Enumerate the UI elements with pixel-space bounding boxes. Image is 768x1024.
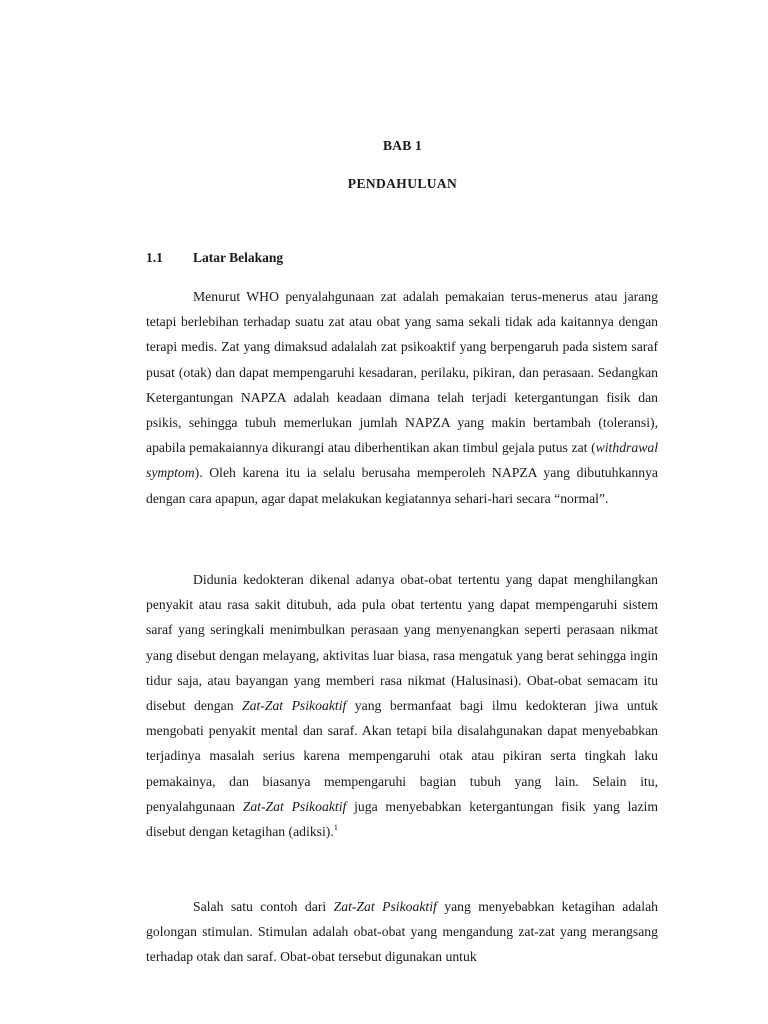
- paragraph-text: Didunia kedokteran dikenal adanya obat-obat tertentu yang dapat menghilangkan penyakit atau rasa sakit ditubuh, ada pula obat tertentu yang dapat mempengaruhi sistem saraf yang seringkali menimbulkan perasaan yang menyenangkan seperti perasaan nikmat yang disebut dengan melayang, aktivitas luar biasa, rasa mengatuk yang berat sehingga ingin tidur saja, atau bayangan yang memberi rasa nikmat (Halusinasi). Obat-obat semacam itu disebut dengan: [146, 572, 658, 714]
- section-number: 1.1: [146, 250, 163, 265]
- paragraph-text: juga menyebabkan ketergantungan fisik yang lazim disebut dengan ketagihan (adiksi).: [146, 798, 659, 840]
- chapter-number: BAB 1: [383, 138, 422, 153]
- paragraph-2: [146, 567, 658, 844]
- paragraph-text: Menurut WHO penyalahgunaan zat adalah pemakaian terus-menerus atau jarang tetapi berlebihan terhadap suatu zat atau obat yang sama sekali tidak ada kaitannya dengan terapi medis. Zat yang dimaksud adalalah zat psikoaktif yang berpengaruh pada sistem saraf pusat (otak) dan dapat mempengaruhi kesadaran, perilaku, pikiran, dan perasaan. Sedangkan Ketergantungan NAPZA adalah keadaan dimana telah terjadi ketergantungan fisik dan psikis, sehingga tubuh memerlukan jumlah NAPZA yang makin bertambah (toleransi), apabila pemakaiannya dikurangi atau diberhentikan akan timbul gejala putus zat (: [146, 289, 658, 456]
- italic-term: withdrawal symptom: [146, 440, 658, 481]
- italic-term: Zat-Zat Psikoaktif: [242, 698, 347, 714]
- italic-term: Zat-Zat Psikoaktif: [333, 899, 437, 914]
- paragraph-text: ). Oleh karena itu ia selalu berusaha memperoleh NAPZA yang dibutuhkannya dengan cara apapun, agar dapat melakukan kegiatannya sehari-hari secara “normal”.: [146, 465, 658, 506]
- section-title: Latar Belakang: [193, 250, 284, 265]
- chapter-title: PENDAHULUAN: [347, 176, 458, 191]
- paragraph-1: [146, 284, 658, 511]
- italic-term: Zat-Zat Psikoaktif: [242, 798, 347, 814]
- paragraph-text: yang bermanfaat bagi ilmu kedokteran jiwa untuk mengobati penyakit mental dan saraf. Akan tetapi bila disalahgunakan dapat menyebabkan terjadinya masalah serius karena mempengaruhi otak atau pikiran serta tingkah laku pemakainya, dan biasanya mempengaruhi bagian tubuh yang lain. Selain itu, penyalahgunaan: [146, 698, 658, 814]
- footnote-marker[interactable]: 1: [333, 822, 339, 833]
- paragraph-text: yang menyebabkan ketagihan adalah golongan stimulan. Stimulan adalah obat-obat yang mengandung zat-zat yang merangsang terhadap otak dan saraf. Obat-obat tersebut digunakan untuk: [146, 899, 658, 965]
- paragraph-3: [146, 894, 658, 970]
- paragraph-text: Salah satu contoh dari: [193, 899, 334, 914]
- section-heading: [146, 250, 283, 266]
